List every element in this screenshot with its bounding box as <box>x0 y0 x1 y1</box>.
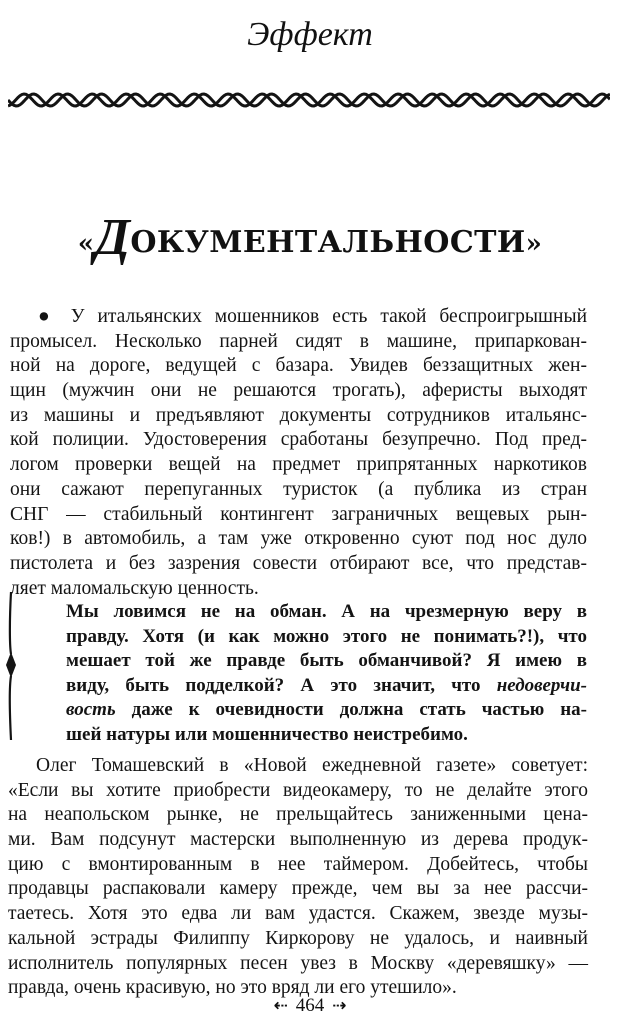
text-line: промысел. Несколько парней сидят в машине, припаркован- <box>10 330 587 352</box>
arrow-left-icon: ⇠ <box>273 996 288 1016</box>
callout-italic-run: вость <box>66 699 116 721</box>
callout-italic-run: недоверчи- <box>496 674 587 696</box>
text-line: кальной эстрады Филиппу Киркорову не удалось, и наивный <box>8 927 588 949</box>
text-line: ● У итальянских мошенников есть такой беспроигрышный <box>38 306 587 327</box>
text-line: таетесь. Хотя это едва ли вам удастся. Скажем, звезде музы- <box>8 903 588 925</box>
callout-text-run: даже к очевидности должна стать частью на- <box>115 699 587 721</box>
callout-box <box>0 600 620 745</box>
text-line: из машины и предъявляют документы сотрудников итальянс- <box>10 404 587 426</box>
title-close-quote: » <box>525 229 543 259</box>
callout-text-run: шей натуры или мошенничество неистребимо. <box>66 723 468 745</box>
callout-line <box>66 625 587 650</box>
title-open-quote: « <box>77 229 95 259</box>
wavy-divider <box>8 88 610 112</box>
text-line: пистолета и без зазрения совести отбирают все, что представ- <box>10 552 587 574</box>
text-line: на неапольском рынке, не прельщайтесь заниженными цена- <box>8 804 588 826</box>
text-line: логом проверки вещей на предмет припрятанных наркотиков <box>10 454 587 476</box>
running-header: Эффект <box>247 16 373 53</box>
callout-text-run: мешает той же правде быть обманчивой? Я имею в <box>66 650 587 672</box>
text-line: ми. Вам подсунут мастерски выполненную из дерева продук- <box>8 829 588 851</box>
text-line: они сажают перепуганных туристок (а публика из стран <box>10 478 587 500</box>
callout-bracket-ornament <box>4 590 18 742</box>
arrow-right-icon: ⇢ <box>332 996 347 1016</box>
text-line: кой полиции. Удостоверения сработаны безупречно. Под пред- <box>10 429 587 451</box>
text-line: исполнитель популярных песен увез в Москву «деревяшку» — <box>8 952 588 974</box>
article-title <box>0 209 620 266</box>
text-line: ляет маломальскую ценность. <box>10 577 259 599</box>
page-number: 464 <box>295 995 325 1016</box>
page-footer <box>0 996 620 1015</box>
callout-text-run: правду. Хотя (и как можно этого не понимать?!), что <box>66 625 587 647</box>
callout-text-run: Мы ловимся не на обман. А на чрезмерную веру в <box>66 601 587 622</box>
callout-text-run: виду, быть подделкой? А это значит, что <box>66 674 497 696</box>
callout-line <box>66 600 587 625</box>
callout-line <box>66 698 587 723</box>
text-line: щин (мужчин они не решаются трогать), аферисты выходят <box>10 380 587 402</box>
text-line: ков!) в автомобиль, а там уже откровенно суют под нос дуло <box>10 528 587 550</box>
callout-line <box>66 674 587 699</box>
text-line: цию с вмонтированным в нее таймером. Добейтесь, чтобы <box>8 853 588 875</box>
quote-paragraph <box>8 754 588 1001</box>
title-drop-letter: Д <box>94 209 131 266</box>
text-line: правда, очень красивую, но это вряд ли его утешило». <box>8 977 457 999</box>
callout-line <box>66 649 587 674</box>
callout-line <box>66 723 587 748</box>
callout-text <box>66 600 587 748</box>
text-line: продавцы распаковали камеру прежде, чем вы за нее рассчи- <box>8 878 588 900</box>
title-rest: ОКУМЕНТАЛЬНОСТИ <box>130 225 526 260</box>
text-line: Олег Томашевский в «Новой ежедневной газете» советует: <box>36 755 588 776</box>
intro-paragraph <box>10 305 587 601</box>
text-line: ной на дороге, ведущей с базара. Увидев беззащитных жен- <box>10 355 587 377</box>
text-line: СНГ — стабильный контингент заграничных вещевых рын- <box>10 503 587 525</box>
text-line: «Если вы хотите приобрести видеокамеру, то не делайте этого <box>8 779 588 801</box>
